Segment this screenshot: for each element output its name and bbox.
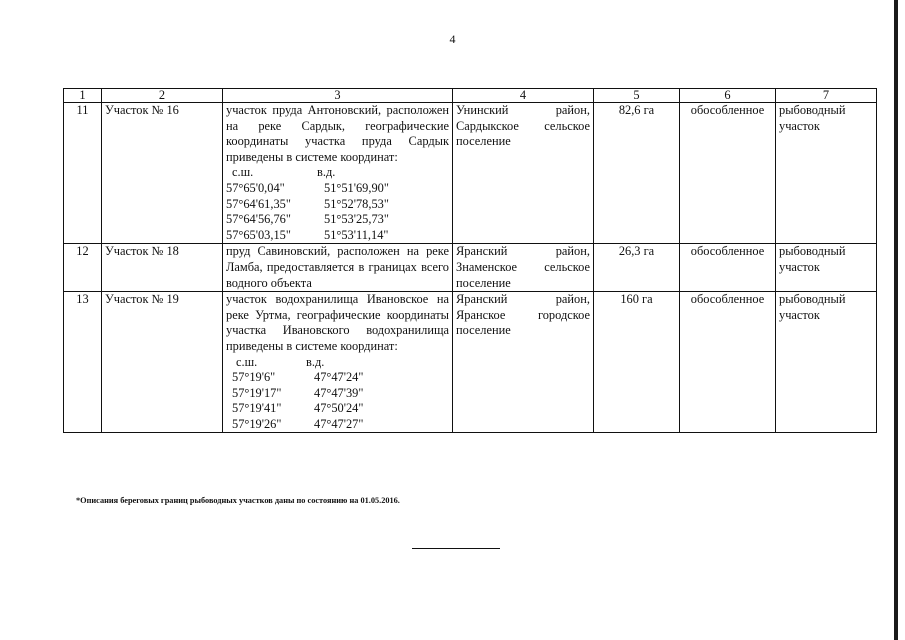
plot-description: пруд Савиновский, расположен на реке Ламба, предоставляется в границах всего водного объекта bbox=[223, 244, 453, 292]
coordinate-row bbox=[226, 212, 449, 228]
coordinate-row bbox=[226, 386, 449, 402]
coordinates-header bbox=[226, 355, 449, 371]
header-cell: 7 bbox=[776, 89, 877, 103]
row-number: 13 bbox=[64, 292, 102, 433]
coordinate-row bbox=[226, 401, 449, 417]
coordinate-row bbox=[226, 417, 449, 433]
longitude-label: в.д. bbox=[306, 354, 325, 369]
latitude-value: 57°19'41" bbox=[232, 401, 282, 416]
plot-type: обособленное bbox=[680, 292, 776, 433]
latitude-label: с.ш. bbox=[232, 165, 254, 180]
plot-name: Участок № 18 bbox=[102, 244, 223, 292]
coordinate-row bbox=[226, 370, 449, 386]
plot-name: Участок № 16 bbox=[102, 103, 223, 244]
plot-type: обособленное bbox=[680, 103, 776, 244]
plot-description: участок водохранилища Ивановское на реке Уртма, географические координаты участка Ивановского водохранилища приведены в системе координат: bbox=[226, 292, 449, 353]
fish-plots-table bbox=[63, 88, 877, 433]
coordinate-row bbox=[226, 181, 449, 197]
latitude-value: 57°19'17" bbox=[232, 385, 282, 400]
latitude-label: с.ш. bbox=[236, 354, 258, 369]
closing-rule bbox=[412, 548, 500, 549]
table-row bbox=[64, 244, 877, 292]
plot-area: 26,3 га bbox=[594, 244, 680, 292]
longitude-value: 47°47'27" bbox=[314, 416, 364, 431]
table-row bbox=[64, 103, 877, 244]
latitude-value: 57°64'56,76" bbox=[226, 212, 291, 227]
plot-district: Яранский район, Знаменское сельское поселение bbox=[453, 244, 594, 292]
coordinates-block bbox=[226, 165, 449, 243]
plot-district: Унинский район, Сардыкское сельское поселение bbox=[453, 103, 594, 244]
plot-district: Яранский район, Яранское городское поселение bbox=[453, 292, 594, 433]
coordinate-row bbox=[226, 228, 449, 244]
longitude-value: 47°50'24" bbox=[314, 401, 364, 416]
plot-description-cell bbox=[223, 103, 453, 244]
plot-type: обособленное bbox=[680, 244, 776, 292]
plot-name: Участок № 19 bbox=[102, 292, 223, 433]
header-cell: 3 bbox=[223, 89, 453, 103]
plot-area: 160 га bbox=[594, 292, 680, 433]
plot-area: 82,6 га bbox=[594, 103, 680, 244]
plot-description-cell bbox=[223, 292, 453, 433]
longitude-value: 51°53'11,14" bbox=[324, 227, 389, 242]
plot-purpose: рыбоводный участок bbox=[776, 244, 877, 292]
latitude-value: 57°65'03,15" bbox=[226, 227, 291, 242]
header-cell: 1 bbox=[64, 89, 102, 103]
page-number: 4 bbox=[449, 32, 456, 46]
latitude-value: 57°65'0,04" bbox=[226, 180, 285, 195]
coordinates-block bbox=[226, 355, 449, 433]
longitude-value: 47°47'24" bbox=[314, 370, 364, 385]
plot-description: участок пруда Антоновский, расположен на реке Сардык, географические координаты участка пруда Сардык приведены в системе координат: bbox=[226, 103, 449, 164]
header-cell: 2 bbox=[102, 89, 223, 103]
plot-purpose: рыбоводный участок bbox=[776, 103, 877, 244]
longitude-value: 51°51'69,90" bbox=[324, 180, 389, 195]
table-row bbox=[64, 292, 877, 433]
coordinates-header bbox=[226, 165, 449, 181]
coordinate-row bbox=[226, 197, 449, 213]
longitude-label: в.д. bbox=[317, 165, 336, 180]
longitude-value: 51°53'25,73" bbox=[324, 212, 389, 227]
row-number: 11 bbox=[64, 103, 102, 244]
header-cell: 6 bbox=[680, 89, 776, 103]
longitude-value: 47°47'39" bbox=[314, 385, 364, 400]
header-cell: 5 bbox=[594, 89, 680, 103]
header-cell: 4 bbox=[453, 89, 594, 103]
latitude-value: 57°64'61,35" bbox=[226, 196, 291, 211]
plot-purpose: рыбоводный участок bbox=[776, 292, 877, 433]
latitude-value: 57°19'26" bbox=[232, 416, 282, 431]
longitude-value: 51°52'78,53" bbox=[324, 196, 389, 211]
row-number: 12 bbox=[64, 244, 102, 292]
table-header-row bbox=[64, 89, 877, 103]
footnote: *Описания береговых границ рыбоводных участков даны по состоянию на 01.05.2016. bbox=[76, 496, 400, 505]
latitude-value: 57°19'6" bbox=[232, 370, 276, 385]
scan-edge-bar bbox=[894, 0, 898, 640]
